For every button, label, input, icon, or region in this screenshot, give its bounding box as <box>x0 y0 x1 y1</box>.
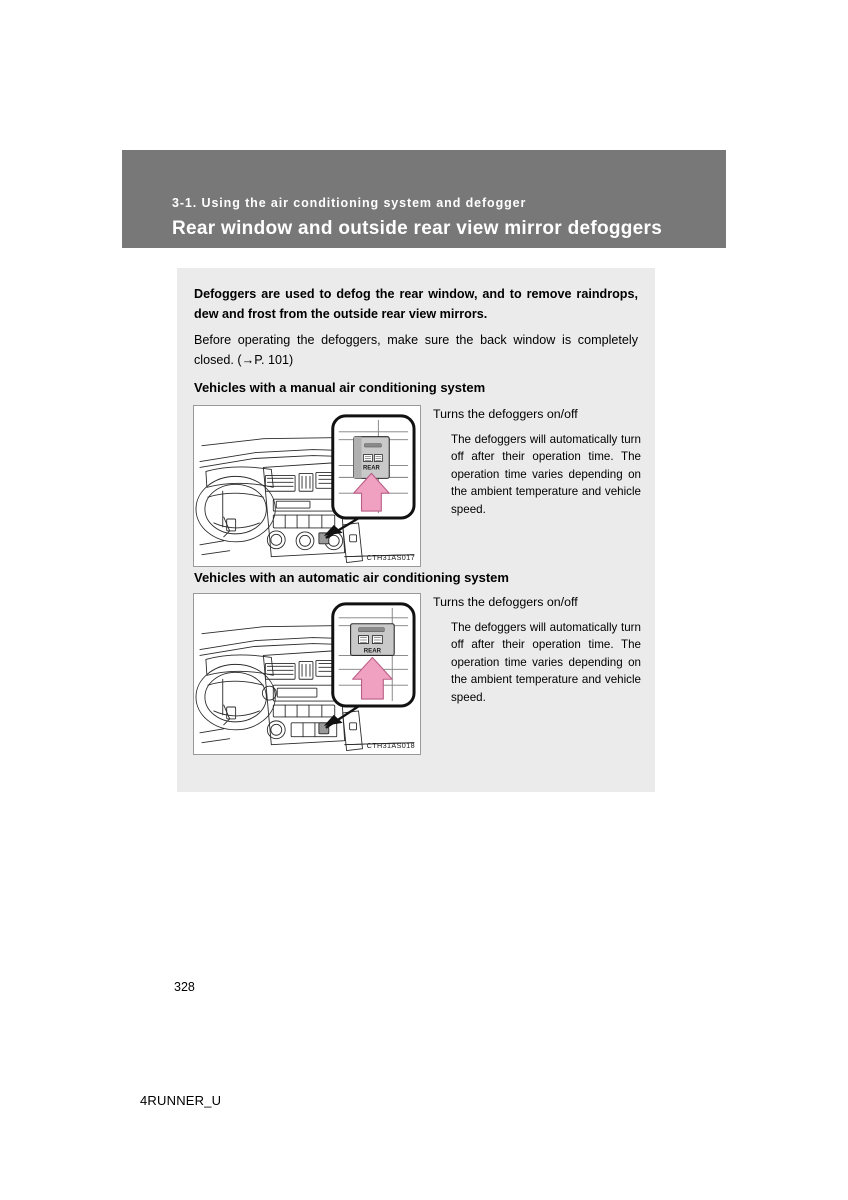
page-title: Rear window and outside rear view mirror defoggers <box>172 218 663 239</box>
callout-label-manual: Turns the defoggers on/off <box>433 407 578 421</box>
page-header-band <box>122 150 726 248</box>
document-code: 4RUNNER_U <box>140 1093 222 1108</box>
svg-text:REAR: REAR <box>363 465 380 472</box>
figure-text-manual <box>433 405 641 518</box>
intro-normal-text: Before operating the defoggers, make sure the back window is completely closed. (→P. 101) <box>194 333 638 367</box>
dashboard-illustration-manual <box>194 406 420 567</box>
intro-bold-text: Defoggers are used to defog the rear window, and to remove raindrops, dew and frost from the outside rear view mirrors. <box>194 287 638 321</box>
figure-manual-ac <box>193 405 421 567</box>
section-breadcrumb: 3-1. Using the air conditioning system and defogger <box>172 196 527 210</box>
callout-label-automatic: Turns the defoggers on/off <box>433 595 578 609</box>
page-number: 328 <box>174 980 195 994</box>
dashboard-illustration-automatic <box>194 594 420 755</box>
callout-body-manual: The defoggers will automatically turn off after their operation time. The operation time varies depending on the ambient temperature and vehicle speed. <box>451 433 641 516</box>
content-panel <box>177 268 655 792</box>
figure-text-automatic <box>433 593 641 706</box>
svg-text:REAR: REAR <box>363 647 382 655</box>
figure-automatic-ac <box>193 593 421 755</box>
section-heading-automatic-ac: Vehicles with an automatic air conditioning system <box>194 570 509 585</box>
callout-body-automatic: The defoggers will automatically turn off after their operation time. The operation time varies depending on the ambient temperature and vehicle speed. <box>451 621 641 704</box>
figure-code-manual: CTH31AS017 <box>366 553 415 562</box>
figure-code-automatic: CTH31AS018 <box>366 741 415 750</box>
section-heading-manual-ac: Vehicles with a manual air conditioning system <box>194 380 486 395</box>
